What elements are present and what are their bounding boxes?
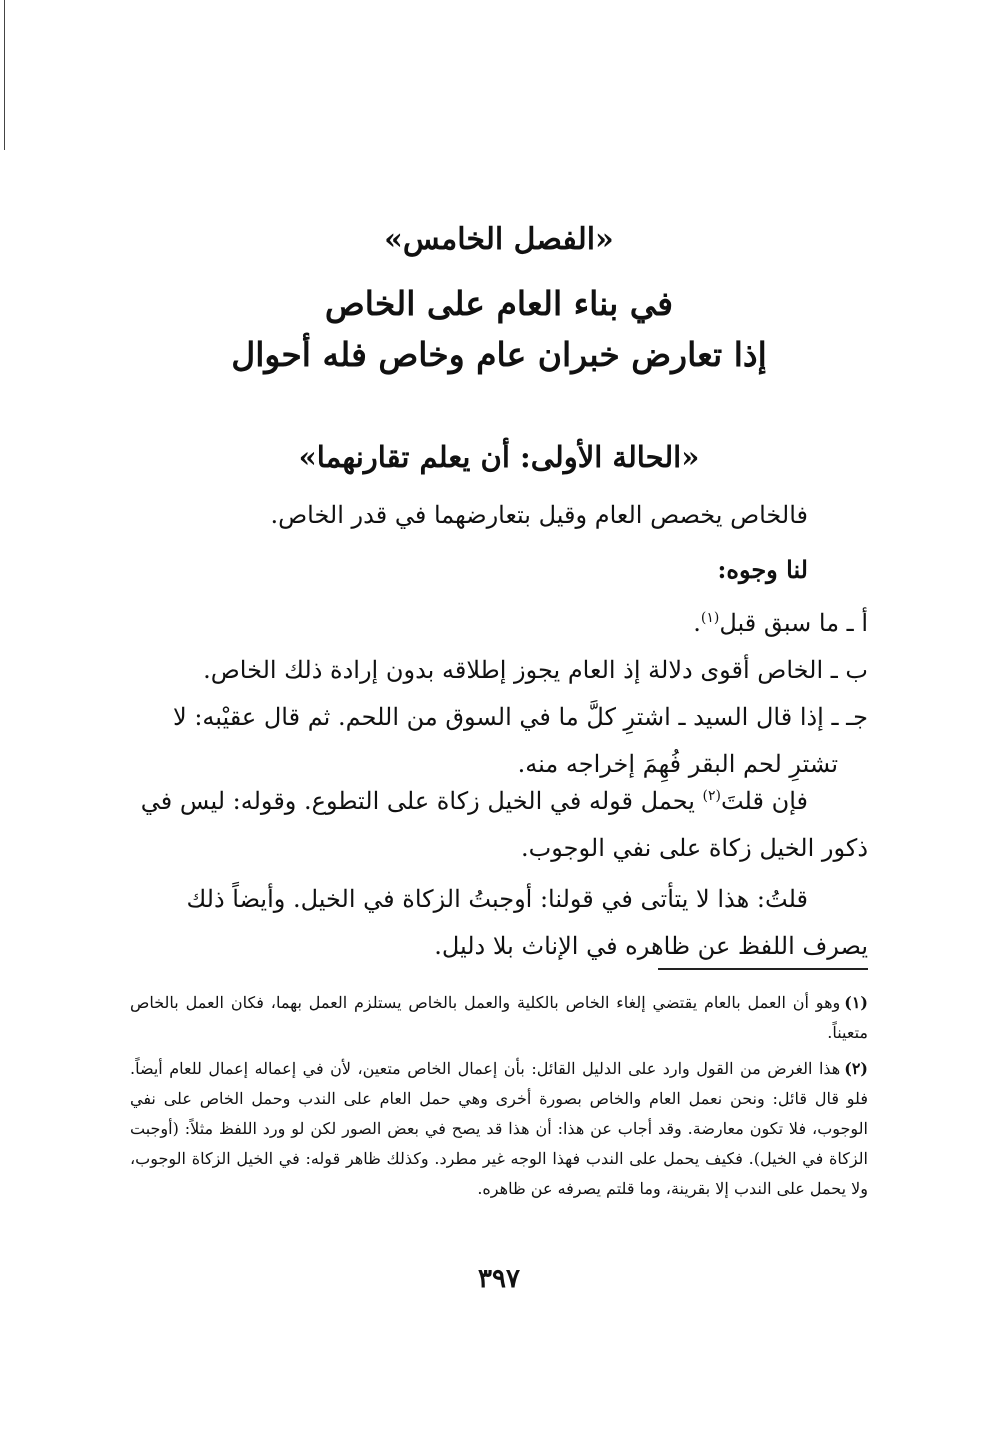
- footnote-1: [130, 988, 868, 1048]
- footnote-text: وهو أن العمل بالعام يقتضي إلغاء الخاص بالكلية والعمل بالخاص يستلزم العمل بهما، فكان العمل بالخاص متعيناً.: [130, 993, 868, 1042]
- list-item-tail: .: [693, 609, 701, 637]
- objection-line-1: [130, 778, 868, 825]
- footnote-number: (٢): [844, 1059, 868, 1078]
- footnote-2: [130, 1054, 868, 1204]
- objection-rest: يحمل قوله في الخيل زكاة على التطوع. وقوله: ليس في: [140, 787, 703, 815]
- answer-paragraph: [130, 876, 868, 970]
- footnote-ref[interactable]: (٢): [702, 788, 721, 804]
- footnote-number: (١): [844, 993, 868, 1012]
- intro-paragraph: فالخاص يخصص العام وقيل بتعارضهما في قدر الخاص.: [270, 501, 808, 529]
- objection-line-2: ذكور الخيل زكاة على نفي الوجوب.: [521, 834, 868, 862]
- page-number: ٣٩٧: [478, 1264, 520, 1294]
- list-item-continuation: تشترِ لحم البقر فُهِمَ إخراجه منه.: [517, 750, 838, 778]
- answer-line-1: قلتُ: هذا لا يتأتى في قولنا: أوجبتُ الزكاة في الخيل. وأيضاً ذلك: [186, 885, 808, 913]
- list-item: جـ ـ إذا قال السيد ـ اشترِ كلَّ ما في السوق من اللحم. ثم قال عقيْبه: لا: [173, 703, 868, 731]
- evidence-list: [130, 600, 868, 788]
- evidence-heading: لنا وجوه:: [717, 555, 808, 584]
- list-item: [130, 600, 868, 647]
- document-page: [130, 0, 868, 1433]
- section-title: «الحالة الأولى: أن يعلم تقارنهما»: [298, 440, 700, 474]
- list-item-text: أ ـ ما سبق قبل: [719, 609, 868, 637]
- footnotes: [130, 988, 868, 1210]
- list-item: ب ـ الخاص أقوى دلالة إذ العام يجوز إطلاقه بدون إرادة ذلك الخاص.: [203, 656, 868, 684]
- objection-paragraph: [130, 778, 868, 872]
- objection-lead: فإن قلتَ: [720, 787, 808, 815]
- chapter-subtitle-1: في بناء العام على الخاص: [324, 284, 674, 323]
- footnote-ref[interactable]: (١): [700, 610, 720, 626]
- footnote-divider: [658, 968, 868, 970]
- footnote-text: هذا الغرض من القول وارد على الدليل القائل: بأن إعمال الخاص متعين، لأن في إعماله إعمال للعام أيضاً. فلو قال قائل: ونحن نعمل العام والخاص بصورة أخرى وهي حمل العام على الندب وحمل الخاص على نفي الوجوب، فلا تكون معارضة. وقد أجاب عن هذا: أن هذا قد يصح في بعض الصور لكن لو ورد اللفظ مثلاً: (أوجبت الزكاة في الخيل). فكيف يحمل على الندب فهذا الوجه غير مطرد. وكذلك ظاهر قوله: في الخيل الزكاة الوجوب، ولا يحمل على الندب إلا بقرينة، وما قلتم يصرفه عن ظاهره.: [130, 1059, 868, 1198]
- answer-line-2: يصرف اللفظ عن ظاهره في الإناث بلا دليل.: [434, 932, 868, 960]
- chapter-title: «الفصل الخامس»: [384, 222, 614, 257]
- chapter-subtitle-2: إذا تعارض خبران عام وخاص فله أحوال: [231, 335, 767, 374]
- scan-edge-line: [4, 0, 5, 150]
